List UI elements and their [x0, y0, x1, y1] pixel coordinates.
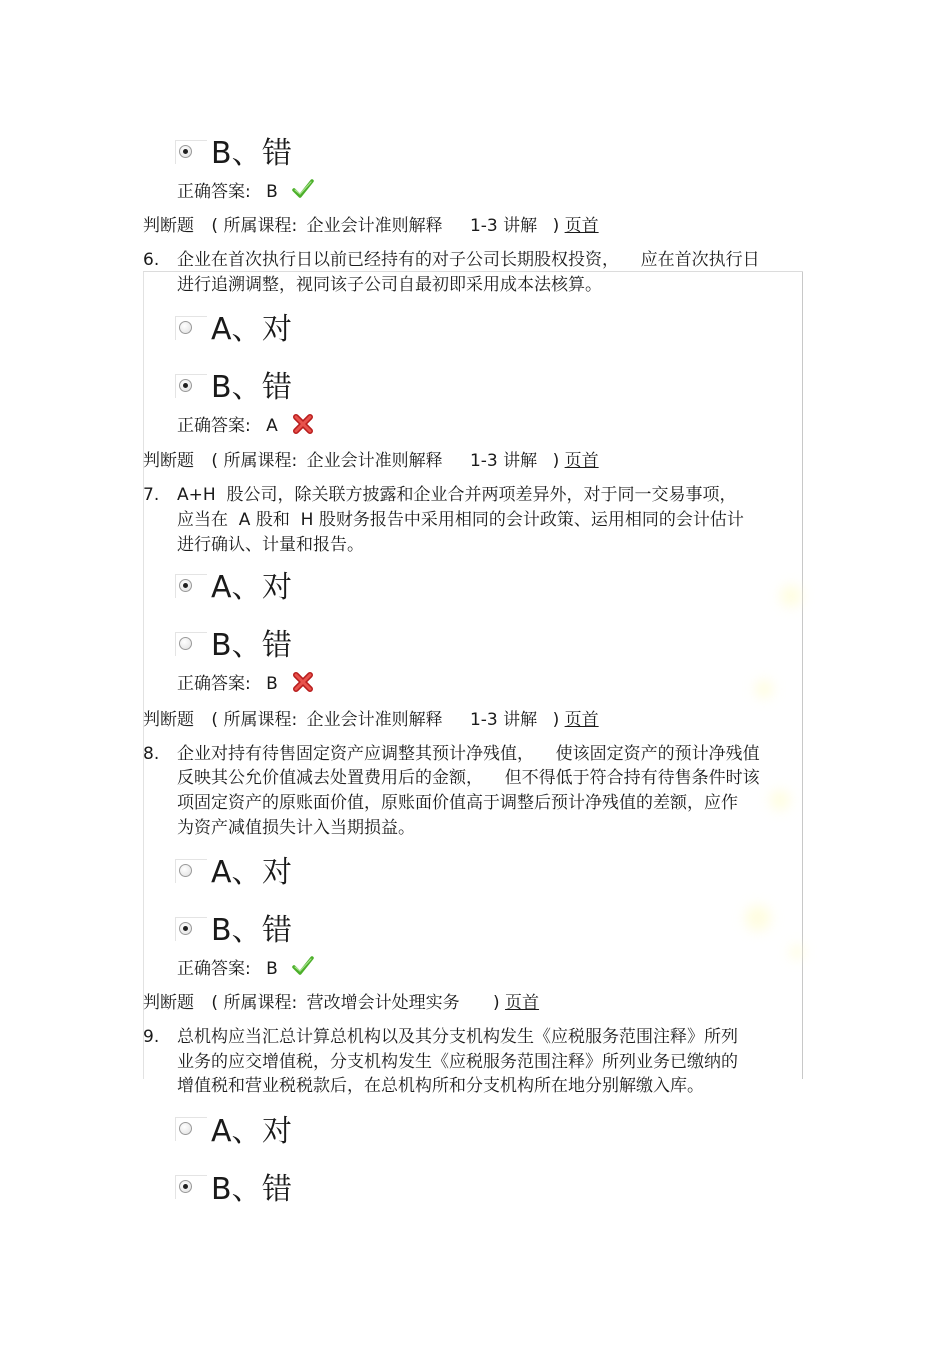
correct-answer-value: B	[266, 959, 278, 979]
background-glow	[770, 790, 790, 810]
wrong-x-icon	[292, 413, 314, 435]
option-text: 对	[262, 1114, 292, 1149]
radio-button[interactable]	[179, 579, 192, 592]
frame-left-line	[143, 272, 144, 1079]
option-text: 对	[262, 312, 292, 347]
option-text: 错	[262, 628, 292, 663]
question-meta	[143, 709, 599, 731]
course-name: 营改增会计处理实务	[306, 993, 460, 1013]
radio-button[interactable]	[179, 1122, 192, 1135]
question-meta	[143, 992, 539, 1014]
course-name: 企业会计准则解释	[306, 216, 443, 236]
question-text-line: 总机构应当汇总计算总机构以及其分支机构发生《应税服务范围注释》所列	[177, 1027, 738, 1047]
course-prefix: ( 所属课程:	[211, 451, 298, 471]
home-link[interactable]: 页首	[505, 993, 540, 1013]
option-text: 对	[262, 855, 292, 890]
correct-answer-label: 正确答案:	[177, 674, 251, 694]
background-glow	[755, 680, 773, 698]
radio-button[interactable]	[179, 637, 192, 650]
radio-button[interactable]	[179, 1180, 192, 1193]
option-text: 错	[262, 913, 292, 948]
question-text-line: 进行确认、计量和报告。	[177, 535, 364, 555]
course-prefix: ( 所属课程:	[211, 710, 298, 730]
correct-answer-row	[177, 958, 278, 980]
correct-answer-row	[177, 673, 278, 695]
check-icon	[292, 178, 314, 200]
question-text-line: 进行追溯调整，视同该子公司自最初即采用成本法核算。	[177, 275, 602, 295]
option-label: A、	[211, 312, 262, 347]
radio-button[interactable]	[179, 145, 192, 158]
question-type: 判断题	[143, 216, 194, 236]
option-text: 错	[262, 1172, 292, 1207]
question-text-line: A+H 股公司，除关联方披露和企业合并两项差异外，对于同一交易事项，	[177, 485, 737, 505]
correct-answer-label: 正确答案:	[177, 182, 251, 202]
correct-answer-row	[177, 181, 278, 203]
question-text-line: 项固定资产的原账面价值，原账面价值高于调整后预计净残值的差额，应作	[177, 793, 738, 813]
course-suffix: )	[552, 216, 560, 236]
course-section: 1-3 讲解	[469, 710, 538, 730]
course-suffix: )	[492, 993, 500, 1013]
question-text-line: 企业对持有待售固定资产应调整其预计净残值， 使该固定资产的预计净残值	[177, 744, 760, 764]
course-prefix: ( 所属课程:	[211, 216, 298, 236]
option-label: B、	[211, 1172, 262, 1207]
option-label: B、	[211, 370, 262, 405]
correct-answer-value: B	[266, 182, 278, 202]
course-suffix: )	[552, 710, 560, 730]
home-link[interactable]: 页首	[564, 451, 599, 471]
question-text-line: 为资产减值损失计入当期损益。	[177, 818, 415, 838]
question-text-line: 增值税和营业税税款后，在总机构所和分支机构所在地分别解缴入库。	[177, 1076, 704, 1096]
question-meta	[143, 215, 599, 237]
question-text-line: 企业在首次执行日以前已经持有的对子公司长期股权投资， 应在首次执行日	[177, 250, 760, 270]
question-meta	[143, 450, 599, 472]
course-suffix: )	[552, 451, 560, 471]
option-text: 错	[262, 136, 292, 171]
frame-right-line	[802, 272, 803, 1079]
course-name: 企业会计准则解释	[306, 710, 443, 730]
question-number: 8.	[143, 744, 160, 764]
radio-button[interactable]	[179, 922, 192, 935]
check-icon	[292, 955, 314, 977]
option-label: A、	[211, 1114, 262, 1149]
radio-button[interactable]	[179, 321, 192, 334]
correct-answer-value: A	[266, 416, 278, 436]
background-glow	[790, 945, 804, 959]
course-section: 1-3 讲解	[469, 451, 538, 471]
course-name: 企业会计准则解释	[306, 451, 443, 471]
question-text-line: 反映其公允价值减去处置费用后的金额， 但不得低于符合持有待售条件时该	[177, 768, 760, 788]
option-text: 错	[262, 370, 292, 405]
question-text-line: 业务的应交增值税，分支机构发生《应税服务范围注释》所列业务已缴纳的	[177, 1052, 738, 1072]
question-type: 判断题	[143, 993, 194, 1013]
home-link[interactable]: 页首	[564, 710, 599, 730]
background-glow	[745, 905, 771, 931]
correct-answer-value: B	[266, 674, 278, 694]
wrong-x-icon	[292, 671, 314, 693]
question-type: 判断题	[143, 710, 194, 730]
course-section: 1-3 讲解	[469, 216, 538, 236]
option-label: A、	[211, 570, 262, 605]
correct-answer-label: 正确答案:	[177, 416, 251, 436]
question-number: 9.	[143, 1027, 160, 1047]
question-number: 7.	[143, 485, 160, 505]
option-text: 对	[262, 570, 292, 605]
home-link[interactable]: 页首	[564, 216, 599, 236]
option-label: B、	[211, 628, 262, 663]
correct-answer-row	[177, 415, 278, 437]
background-glow	[780, 585, 802, 607]
course-prefix: ( 所属课程:	[211, 993, 298, 1013]
correct-answer-label: 正确答案:	[177, 959, 251, 979]
radio-button[interactable]	[179, 379, 192, 392]
question-type: 判断题	[143, 451, 194, 471]
question-number: 6.	[143, 250, 160, 270]
option-label: A、	[211, 855, 262, 890]
option-label: B、	[211, 136, 262, 171]
option-label: B、	[211, 913, 262, 948]
radio-button[interactable]	[179, 864, 192, 877]
question-text-line: 应当在 A 股和 H 股财务报告中采用相同的会计政策、运用相同的会计估计	[177, 510, 744, 530]
